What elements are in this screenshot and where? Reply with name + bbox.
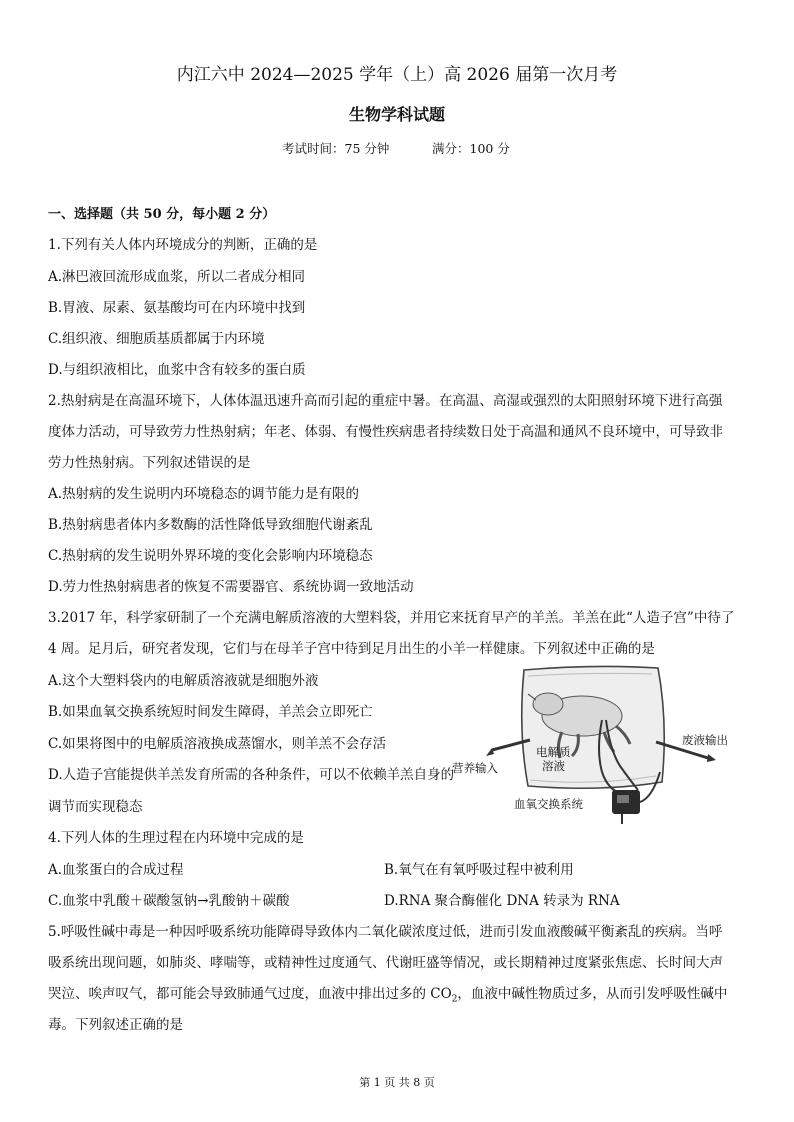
label-waste-out: 废液输出 — [682, 733, 728, 747]
q5-line3-part2: ，血液中碱性物质过多，从而引发呼吸性碱中 — [457, 986, 728, 1002]
q5-stem-line1: 5.呼吸性碱中毒是一种因呼吸系统功能障碍导致体内二氧化碳浓度过低，进而引发血液酸碱平衡紊乱的疾病。当呼 — [48, 924, 723, 940]
q3-option-d-line2: 调节而实现稳态 — [48, 799, 143, 815]
q1-option-a: A.淋巴液回流形成血浆，所以二者成分相同 — [48, 269, 306, 285]
q3-stem-line2: 4 周。足月后，研究者发现，它们与在母羊子宫中待到足月出生的小羊一样健康。下列叙述中正确的是 — [48, 641, 655, 657]
q2-option-d: D.劳力性热射病患者的恢复不需要器官、系统协调一致地活动 — [48, 579, 414, 595]
q4-option-d: D.RNA 聚合酶催化 DNA 转录为 RNA — [384, 893, 620, 909]
label-oxygen-system: 血氧交换系统 — [514, 797, 583, 811]
q5-stem-line2: 吸系统出现问题，如肺炎、哮喘等，或精神性过度通气、代谢旺盛等情况，或长期精神过度紧张焦虑、长时间大声 — [48, 955, 723, 971]
co2-subscript: 2 — [451, 994, 458, 1005]
q1-option-b: B.胃液、尿素、氨基酸均可在内环境中找到 — [48, 300, 306, 316]
q2-option-a: A.热射病的发生说明内环境稳态的调节能力是有限的 — [48, 486, 360, 502]
q4-option-b: B.氧气在有氧呼吸过程中被利用 — [384, 862, 574, 878]
q4-option-c: C.血浆中乳酸＋碳酸氢钠→乳酸钠＋碳酸 — [48, 893, 290, 909]
subject-title: 生物学科试题 — [348, 105, 445, 124]
exam-time: 考试时间：75 分钟 — [282, 141, 390, 156]
q3-option-a: A.这个大塑料袋内的电解质溶液就是细胞外液 — [48, 673, 319, 689]
exam-title: 内江六中 2024—2025 学年（上）高 2026 届第一次月考 — [176, 65, 618, 85]
q2-stem-line2: 度体力活动，可导致劳力性热射病；年老、体弱、有慢性疾病患者持续数日处于高温和通风不良环境中，可导致非 — [48, 424, 723, 440]
q1-option-d: D.与组织液相比，血浆中含有较多的蛋白质 — [48, 362, 306, 378]
full-score: 满分：100 分 — [432, 141, 510, 156]
q3-option-b: B.如果血氧交换系统短时间发生障碍，羊羔会立即死亡 — [48, 704, 373, 720]
q3-option-c: C.如果将图中的电解质溶液换成蒸馏水，则羊羔不会存活 — [48, 736, 387, 752]
label-electrolyte-line1: 电解质 — [536, 745, 571, 759]
artificial-womb-figure — [452, 662, 752, 830]
q1-stem: 1.下列有关人体内环境成分的判断，正确的是 — [48, 237, 318, 253]
q4-option-a: A.血浆蛋白的合成过程 — [48, 862, 184, 878]
q2-option-c: C.热射病的发生说明外界环境的变化会影响内环境稳态 — [48, 548, 373, 564]
q3-option-d-line1: D.人造子宫能提供羊羔发育所需的各种条件，可以不依赖羊羔自身的 — [48, 767, 455, 783]
q2-option-b: B.热射病患者体内多数酶的活性降低导致细胞代谢紊乱 — [48, 517, 373, 533]
q4-stem: 4.下列人体的生理过程在内环境中完成的是 — [48, 830, 304, 846]
section-heading: 一、选择题（共 50 分，每小题 2 分） — [48, 207, 276, 222]
q2-stem-line1: 2.热射病是在高温环境下，人体体温迅速升高而引起的重症中暑。在高温、高湿或强烈的太阳照射环境下进行高强 — [48, 393, 723, 409]
page-number-footer: 第 1 页 共 8 页 — [359, 1076, 435, 1089]
q1-option-c: C.组织液、细胞质基质都属于内环境 — [48, 331, 265, 347]
q5-stem-line4: 毒。下列叙述正确的是 — [48, 1017, 183, 1033]
label-electrolyte-line2: 溶液 — [542, 759, 565, 773]
q2-stem-line3: 劳力性热射病。下列叙述错误的是 — [48, 455, 251, 471]
q5-stem-line3 — [48, 982, 727, 1005]
q3-stem-line1: 3.2017 年，科学家研制了一个充满电解质溶液的大塑料袋，并用它来抚育早产的羊羔。羊羔在此“人造子宫”中待了 — [48, 610, 735, 626]
label-nutrient-in: 营养输入 — [452, 761, 498, 775]
q5-line3-part1: 哭泣、唉声叹气，都可能会导致肺通气过度，血液中排出过多的 CO — [48, 986, 452, 1002]
artificial-womb-svg — [452, 662, 752, 830]
